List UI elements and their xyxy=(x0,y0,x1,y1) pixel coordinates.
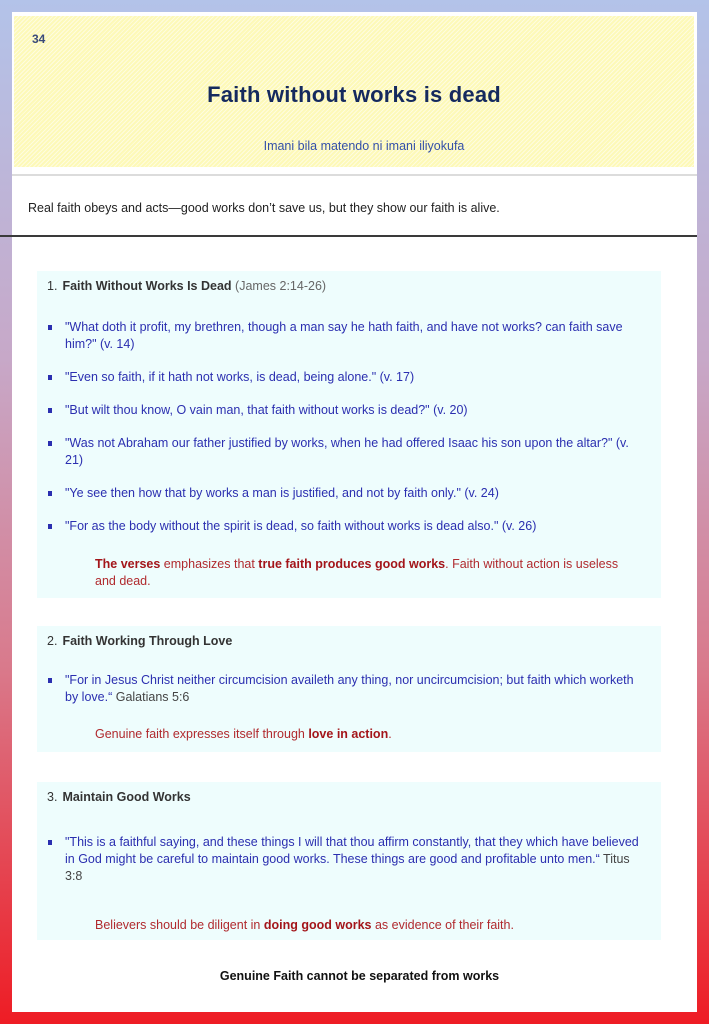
note-text: as evidence of their faith. xyxy=(371,918,514,932)
list-item xyxy=(47,834,643,885)
note-text: Believers should be diligent in xyxy=(95,918,264,932)
list-item xyxy=(47,518,643,535)
note-emphasis: The verses xyxy=(95,557,161,571)
closing-statement: Genuine Faith cannot be separated from works xyxy=(219,969,500,983)
section-number: 2. xyxy=(47,634,58,648)
scripture-citation: Galatians 5:6 xyxy=(112,690,190,704)
note-text: Genuine faith expresses itself through xyxy=(95,727,309,741)
section-title: Faith Working Through Love xyxy=(62,634,233,648)
section-heading xyxy=(47,279,326,293)
header-divider xyxy=(12,174,697,176)
list-item xyxy=(47,369,643,386)
list-item xyxy=(47,435,643,469)
scripture-quote: "What doth it profit, my brethren, though a man say he hath faith, and have not works? can faith save him?" (v. 14) xyxy=(65,320,623,351)
header-banner xyxy=(14,16,694,167)
scripture-quote: "Ye see then how that by works a man is justified, and not by faith only." (v. 24) xyxy=(65,486,499,500)
section-note xyxy=(95,917,639,934)
section-number: 1. xyxy=(47,279,58,293)
section-heading xyxy=(47,790,191,804)
bullet-square-icon xyxy=(48,491,52,496)
list-item xyxy=(47,402,643,419)
scripture-quote: "But wilt thou know, O vain man, that faith without works is dead?" (v. 20) xyxy=(65,403,468,417)
page-card xyxy=(12,12,697,1012)
bullet-square-icon xyxy=(48,375,52,380)
section-note xyxy=(95,726,639,743)
bullet-square-icon xyxy=(48,524,52,529)
bullet-square-icon xyxy=(48,441,52,446)
scripture-quote: "For as the body without the spirit is dead, so faith without works is dead also." (v. 26) xyxy=(65,519,537,533)
section-title: Maintain Good Works xyxy=(62,790,191,804)
scripture-quote: "Was not Abraham our father justified by works, when he had offered Isaac his son upon the altar?" (v. 21) xyxy=(65,436,629,467)
page-number: 34 xyxy=(32,32,46,46)
scripture-list xyxy=(47,672,643,706)
page-subtitle: Imani bila matendo ni imani iliyokufa xyxy=(263,139,465,153)
bullet-square-icon xyxy=(48,840,52,845)
note-emphasis: doing good works xyxy=(263,918,372,932)
list-item xyxy=(47,672,643,706)
summary-text: Real faith obeys and acts—good works don’t save us, but they show our faith is alive. xyxy=(28,201,500,215)
bullet-square-icon xyxy=(48,678,52,683)
note-text: emphasizes that xyxy=(160,557,259,571)
scripture-quote: "This is a faithful saying, and these things I will that thou affirm constantly, that they which have believed in God might be careful to maintain good works. These things are good and profitable unto men.“ xyxy=(65,835,639,866)
section-faith-without-works xyxy=(37,271,661,598)
note-emphasis: love in action xyxy=(308,727,389,741)
bullet-square-icon xyxy=(48,408,52,413)
scripture-quote: "Even so faith, if it hath not works, is dead, being alone." (v. 17) xyxy=(65,370,415,384)
scripture-quote: "For in Jesus Christ neither circumcision availeth any thing, nor uncircumcision; but faith which worketh by love.“ xyxy=(65,673,634,704)
note-text: . xyxy=(388,727,392,741)
summary-divider xyxy=(0,235,697,237)
list-item xyxy=(47,319,643,353)
section-heading xyxy=(47,634,232,648)
scripture-list xyxy=(47,834,643,885)
list-item xyxy=(47,485,643,502)
section-note xyxy=(95,556,639,590)
note-text: . Faith without action is useless and dead. xyxy=(95,557,619,588)
section-title: Faith Without Works Is Dead xyxy=(62,279,232,293)
scripture-citation: Titus 3:8 xyxy=(65,852,630,883)
section-faith-working-through-love xyxy=(37,626,661,752)
section-reference: (James 2:14-26) xyxy=(235,279,327,293)
bullet-square-icon xyxy=(48,325,52,330)
scripture-list xyxy=(47,319,643,551)
note-emphasis: true faith produces good works xyxy=(258,557,446,571)
page-title: Faith without works is dead xyxy=(207,82,501,107)
section-maintain-good-works xyxy=(37,782,661,940)
section-number: 3. xyxy=(47,790,58,804)
